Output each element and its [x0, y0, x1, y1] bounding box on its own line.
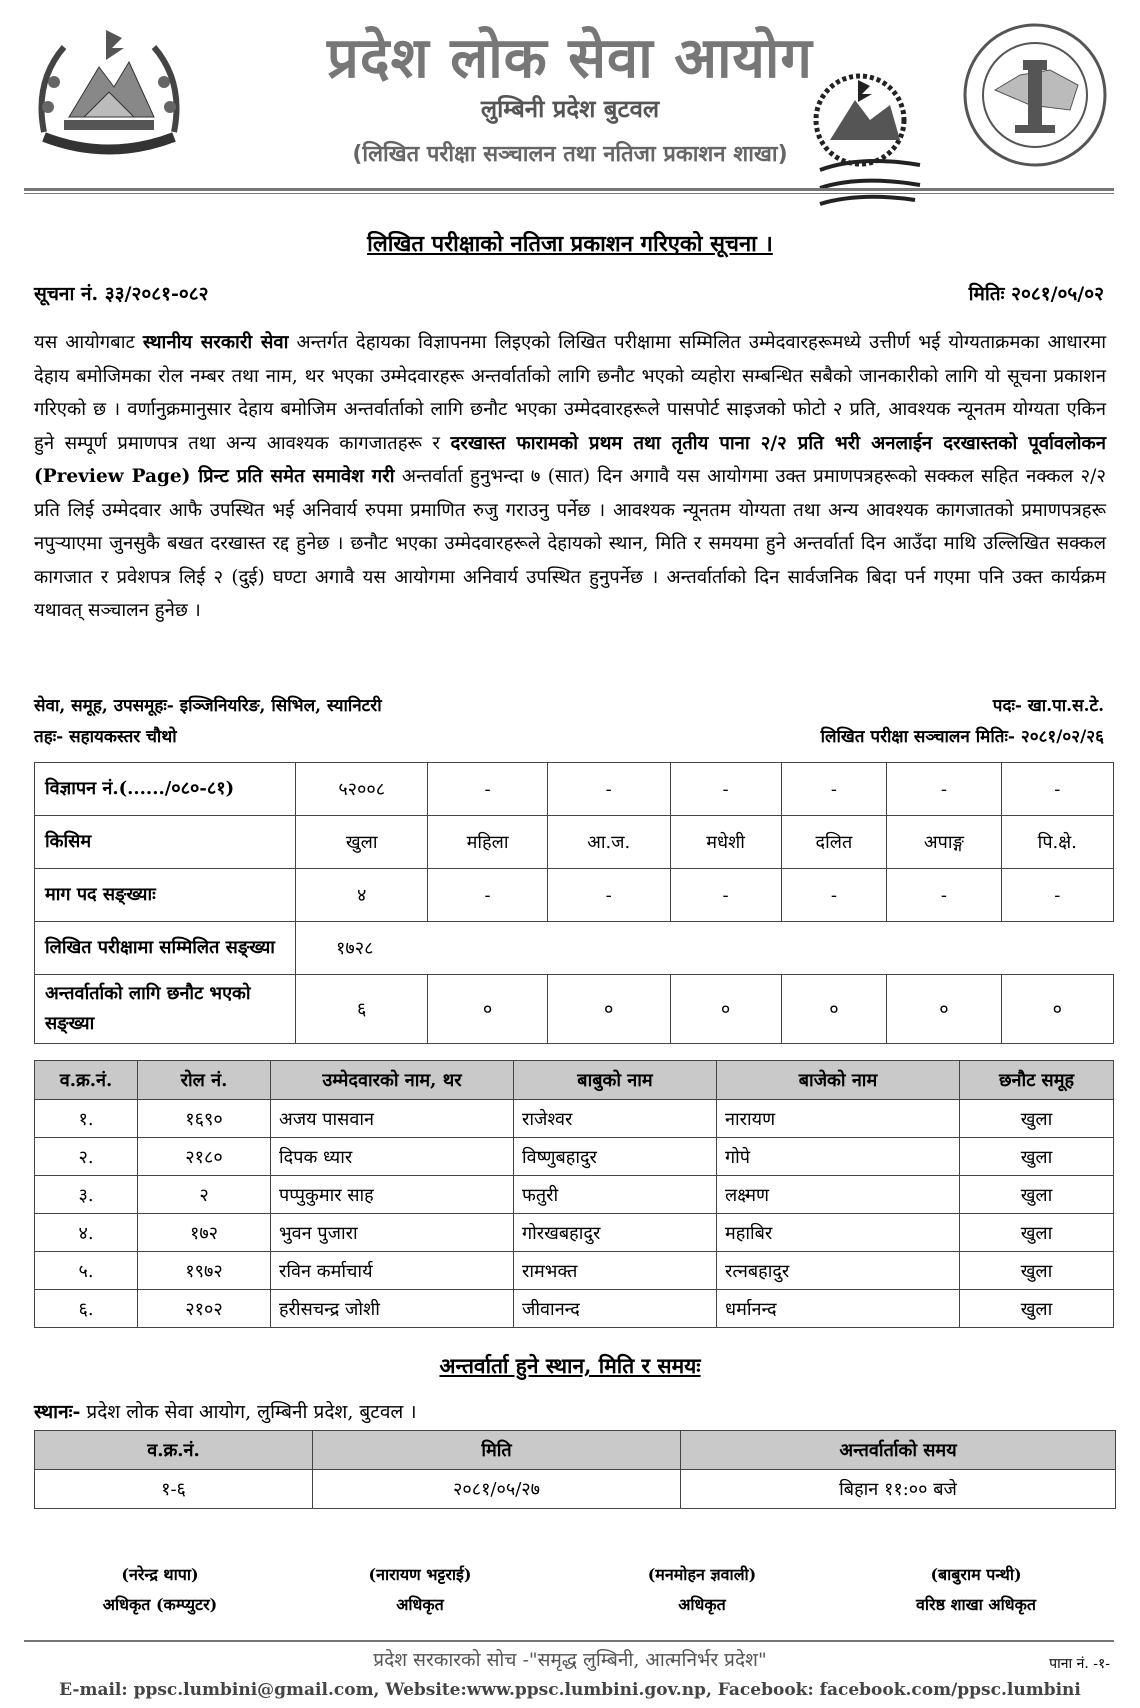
table-cell: बिहान ११:०० बजे	[681, 1470, 1116, 1509]
table-cell: १६९०	[138, 1100, 271, 1138]
table-cell: ४	[296, 869, 428, 922]
table-cell: गोरखबहादुर	[514, 1214, 717, 1252]
table-cell: अन्तर्वार्ताको लागि छनौट भएको सङ्ख्या	[35, 975, 296, 1044]
table-cell: ५.	[35, 1252, 138, 1290]
table-row	[35, 1470, 1116, 1509]
interview-table	[34, 1430, 1116, 1509]
table-row	[35, 1214, 1114, 1252]
table-cell: २१०२	[138, 1290, 271, 1328]
table-row	[35, 816, 1114, 869]
table-header-row	[35, 1431, 1116, 1470]
table-cell: -	[547, 869, 670, 922]
signatory	[582, 1560, 822, 1620]
table-cell: मधेशी	[670, 816, 781, 869]
table-cell: ०	[887, 975, 1001, 1044]
table-row	[35, 922, 1114, 975]
table-cell: -	[781, 763, 887, 816]
signatory-title: वरिष्ठ शाखा अधिकृत	[915, 1595, 1037, 1614]
footer-contact: E-mail: ppsc.lumbini@gmail.com, Website:www.ppsc.lumbini.gov.np, Facebook: facebook.com/ppsc.lumbini	[59, 1680, 1081, 1700]
column-header: व.क्र.नं.	[35, 1061, 138, 1100]
table-cell: जीवानन्द	[514, 1290, 717, 1328]
table-cell: -	[670, 763, 781, 816]
header-rule	[24, 188, 1114, 191]
signatory-name: (नरेन्द्र थापा)	[121, 1565, 199, 1584]
table-cell: ५२००८	[296, 763, 428, 816]
branch-name: (लिखित परीक्षा सञ्चालन तथा नतिजा प्रकाशन शाखा)	[352, 142, 788, 167]
signatory-name: (मनमोहन ज्ञवाली)	[647, 1565, 757, 1584]
table-cell: किसिम	[35, 816, 296, 869]
table-cell: -	[547, 763, 670, 816]
interview-place: स्थानः- प्रदेश लोक सेवा आयोग, लुम्बिनी प्रदेश, बुटवल ।	[34, 1401, 417, 1423]
table-cell: महाबिर	[717, 1214, 960, 1252]
exam-date: लिखित परीक्षा सञ्चालन मितिः- २०८१/०२/२६	[820, 727, 1104, 747]
table-header-row	[35, 1061, 1114, 1100]
signatory-title: अधिकृत (कम्प्युटर)	[102, 1595, 218, 1614]
signatory	[856, 1560, 1096, 1620]
table-cell: विज्ञापन नं.(....../०८०-८१)	[35, 763, 296, 816]
post-name: पदः- खा.पा.स.टे.	[992, 696, 1104, 716]
footer-slogan: प्रदेश सरकारको सोच -"समृद्ध लुम्बिनी, आत्मनिर्भर प्रदेश"	[373, 1649, 767, 1671]
service-group: सेवा, समूह, उपसमूहः- इञ्जिनियरिङ, सिभिल, स्यानिटरी	[34, 696, 382, 716]
table-cell: २.	[35, 1138, 138, 1176]
table-cell: ०	[781, 975, 887, 1044]
level: तहः- सहायकस्तर चौथो	[34, 727, 177, 747]
column-header: मिति	[313, 1431, 681, 1470]
table-cell: -	[781, 869, 887, 922]
table-cell: १९७२	[138, 1252, 271, 1290]
header-rule-thin	[24, 193, 1114, 194]
table-cell: ०	[670, 975, 781, 1044]
notice-date: मितिः २०८१/०५/०२	[968, 283, 1104, 305]
table-cell: २०८१/०५/२७	[313, 1470, 681, 1509]
table-row	[35, 1176, 1114, 1214]
signatory	[300, 1560, 540, 1620]
table-cell: ३.	[35, 1176, 138, 1214]
interview-heading: अन्तर्वार्ता हुने स्थान, मिति र समयः	[439, 1353, 701, 1378]
table-cell: १-६	[35, 1470, 313, 1509]
table-row	[35, 1290, 1114, 1328]
table-cell: खुला	[960, 1214, 1114, 1252]
table-cell: हरीसचन्द्र जोशी	[271, 1290, 514, 1328]
table-cell: दिपक ध्यार	[271, 1138, 514, 1176]
signatory-name: (बाबुराम पन्थी)	[930, 1565, 1022, 1584]
table-cell: २	[138, 1176, 271, 1214]
table-cell: विष्णुबहादुर	[514, 1138, 717, 1176]
table-cell: नारायण	[717, 1100, 960, 1138]
column-header: रोल नं.	[138, 1061, 271, 1100]
table-row	[35, 1100, 1114, 1138]
table-cell: भुवन पुजारा	[271, 1214, 514, 1252]
table-row	[35, 1252, 1114, 1290]
table-cell: -	[887, 869, 1001, 922]
table-cell: -	[670, 869, 781, 922]
table-cell: १७२८	[296, 922, 1114, 975]
table-cell: अजय पासवान	[271, 1100, 514, 1138]
table-row	[35, 975, 1114, 1044]
signatory-title: अधिकृत	[678, 1595, 726, 1614]
table-cell: रविन कर्माचार्य	[271, 1252, 514, 1290]
column-header: उम्मेदवारको नाम, थर	[271, 1061, 514, 1100]
column-header: अन्तर्वार्ताको समय	[681, 1431, 1116, 1470]
table-cell: १७२	[138, 1214, 271, 1252]
nepal-emblem-logo	[24, 22, 194, 162]
results-table	[34, 1060, 1114, 1328]
table-cell: पि.क्षे.	[1001, 816, 1113, 869]
signatory-name: (नारायण भट्टराई)	[368, 1565, 472, 1584]
table-cell: ०	[428, 975, 547, 1044]
table-row	[35, 763, 1114, 816]
table-cell: -	[1001, 763, 1113, 816]
table-cell: खुला	[960, 1138, 1114, 1176]
table-cell: गोपे	[717, 1138, 960, 1176]
table-cell: ६	[296, 975, 428, 1044]
organization-title: प्रदेश लोक सेवा आयोग	[327, 26, 813, 91]
advertisement-table	[34, 762, 1114, 1044]
table-cell: खुला	[960, 1176, 1114, 1214]
notice-title: लिखित परीक्षाको नतिजा प्रकाशन गरिएको सूचना ।	[367, 231, 773, 257]
table-cell: -	[1001, 869, 1113, 922]
table-cell: रामभक्त	[514, 1252, 717, 1290]
page-number: पाना नं. -१-	[1049, 1656, 1110, 1672]
table-cell: -	[428, 869, 547, 922]
column-header: बाजेको नाम	[717, 1061, 960, 1100]
table-cell: लक्ष्मण	[717, 1176, 960, 1214]
table-cell: खुला	[960, 1290, 1114, 1328]
table-row	[35, 869, 1114, 922]
footer-rule	[24, 1640, 1114, 1642]
table-cell: दलित	[781, 816, 887, 869]
table-cell: लिखित परीक्षामा सम्मिलित सङ्ख्या	[35, 922, 296, 975]
table-cell: अपाङ्ग	[887, 816, 1001, 869]
table-cell: माग पद सङ्ख्याः	[35, 869, 296, 922]
signatory-title: अधिकृत	[396, 1595, 444, 1614]
signatory	[40, 1560, 280, 1620]
table-cell: खुला	[960, 1100, 1114, 1138]
table-cell: रत्नबहादुर	[717, 1252, 960, 1290]
column-header: व.क्र.नं.	[35, 1431, 313, 1470]
notice-reference: सूचना नं. ३३/२०८१-०८२	[34, 283, 209, 305]
table-cell: १.	[35, 1100, 138, 1138]
table-cell: खुला	[296, 816, 428, 869]
column-header: बाबुको नाम	[514, 1061, 717, 1100]
notice-body: यस आयोगबाट स्थानीय सरकारी सेवा अन्तर्गत देहायका विज्ञापनमा लिइएको लिखित परीक्षामा सम्मिलित उम्मेदवारहरूमध्ये उत्तीर्ण भई योग्यताक्रमका आधारमा देहाय बमोजिमका रोल नम्बर तथा नाम, थर भएका उम्मेदवारहरू अन्तर्वार्ताको लागि छनौट भएको व्यहोरा सम्बन्धित सबैको जानकारीको लागि यो सूचना प्रकाशन गरिएको छ । वर्णानुक्रमानुसार देहाय बमोजिम अन्तर्वार्ताको लागि छनौट भएका उम्मेदवारहरूले पासपोर्ट साइजको फोटो २ प्रति, आवश्यक न्यूनतम योग्यता एकिन हुने सम्पूर्ण प्रमाणपत्र तथा अन्य आवश्यक कागजातहरू र दरखास्त फारामको प्रथम तथा तृतीय पाना २/२ प्रति भरी अनलाईन दरखास्तको पूर्वावलोकन (Preview Page) प्रिन्ट प्रति समेत समावेश गरी अन्तर्वार्ता हुनुभन्दा ७ (सात) दिन अगावै यस आयोगमा उक्त प्रमाणपत्रहरूको सक्कल सहित नक्कल २/२ प्रति लिई उम्मेदवार आफै उपस्थित भई अनिवार्य रुपमा प्रमाणित रुजु गराउनु पर्नेछ । आवश्यक न्यूनतम योग्यता तथा अन्य आवश्यक कागजातको प्रमाणपत्रहरू नपुऱ्याएमा जुनसुकै बखत दरखास्त रद्द हुनेछ । छनौट भएका उम्मेदवारहरूले देहायको स्थान, मिति र समयमा हुने अन्तर्वार्ता दिन आउँदा माथि उल्लिखित सक्कल कागजात र प्रवेशपत्र लिई २ (दुई) घण्टा अगावै यस आयोगमा अनिवार्य उपस्थित हुनुपर्नेछ । अन्तर्वार्ताको दिन सार्वजनिक बिदा पर्न गएमा पनि उक्त कार्यक्रम यथावत् सञ्चालन हुनेछ ।	[34, 332, 1107, 621]
table-cell: खुला	[960, 1252, 1114, 1290]
table-cell: फतुरी	[514, 1176, 717, 1214]
table-cell: ६.	[35, 1290, 138, 1328]
column-header: छनौट समूह	[960, 1061, 1114, 1100]
table-cell: ०	[547, 975, 670, 1044]
table-cell: महिला	[428, 816, 547, 869]
organization-subtitle: लुम्बिनी प्रदेश बुटवल	[480, 95, 660, 123]
commission-seal-logo	[960, 20, 1110, 170]
table-cell: आ.ज.	[547, 816, 670, 869]
table-cell: -	[887, 763, 1001, 816]
table-cell: राजेश्वर	[514, 1100, 717, 1138]
table-cell: धर्मानन्द	[717, 1290, 960, 1328]
table-row	[35, 1138, 1114, 1176]
table-cell: -	[428, 763, 547, 816]
table-cell: पप्पुकुमार साह	[271, 1176, 514, 1214]
table-cell: ०	[1001, 975, 1113, 1044]
table-cell: ४.	[35, 1214, 138, 1252]
table-cell: २१८०	[138, 1138, 271, 1176]
